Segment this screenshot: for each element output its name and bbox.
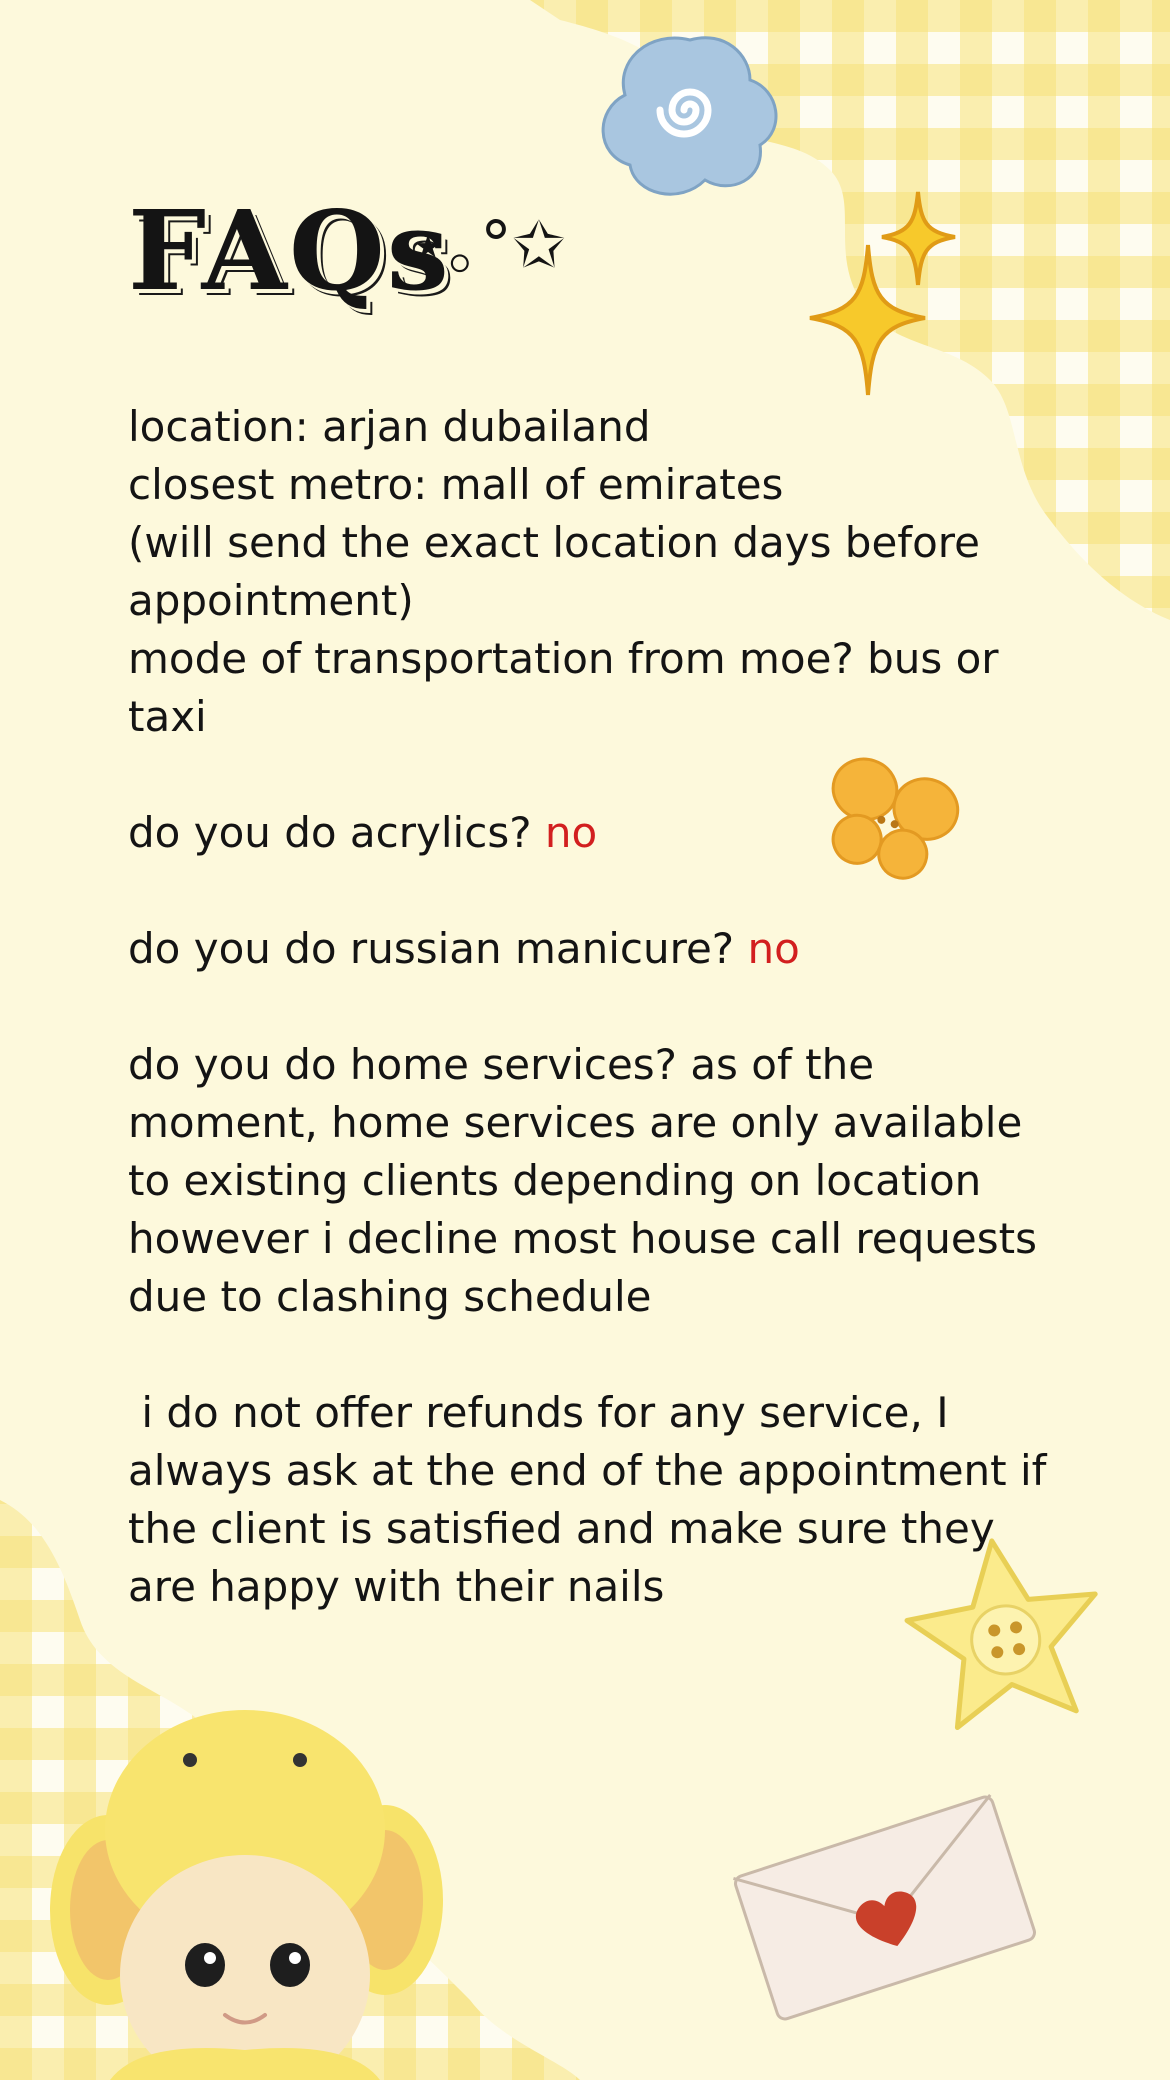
faq-home-services: do you do home services? as of the moment, home services are only available to existing clients depending on location however i decline most house call requests due to clashing schedule — [128, 1040, 1037, 1321]
faq-location-note: (will send the exact location days before appointment) — [128, 518, 980, 625]
faq-russian-manicure — [128, 920, 1058, 978]
faq-russian-question: do you do russian manicure? — [128, 924, 748, 973]
title-decoration: ⋆｡°✩ — [408, 209, 566, 283]
faq-acrylics-answer: no — [544, 808, 598, 857]
faq-location-line: location: arjan dubailand — [128, 402, 651, 451]
faq-content — [128, 398, 1058, 1674]
faq-metro-line: closest metro: mall of emirates — [128, 460, 784, 509]
faq-russian-answer: no — [747, 924, 800, 973]
heart-envelope-icon — [733, 1795, 1036, 2021]
faq-refunds: i do not offer refunds for any service, I always ask at the end of the appointment if the client is satisfied and make sure they are happy with their nails — [128, 1388, 1060, 1611]
faq-acrylics-question: do you do acrylics? — [128, 808, 545, 857]
page-title: FAQs — [128, 186, 451, 315]
faq-acrylics — [128, 804, 1058, 862]
faq-transport-line: mode of transportation from moe? bus or taxi — [128, 634, 999, 741]
